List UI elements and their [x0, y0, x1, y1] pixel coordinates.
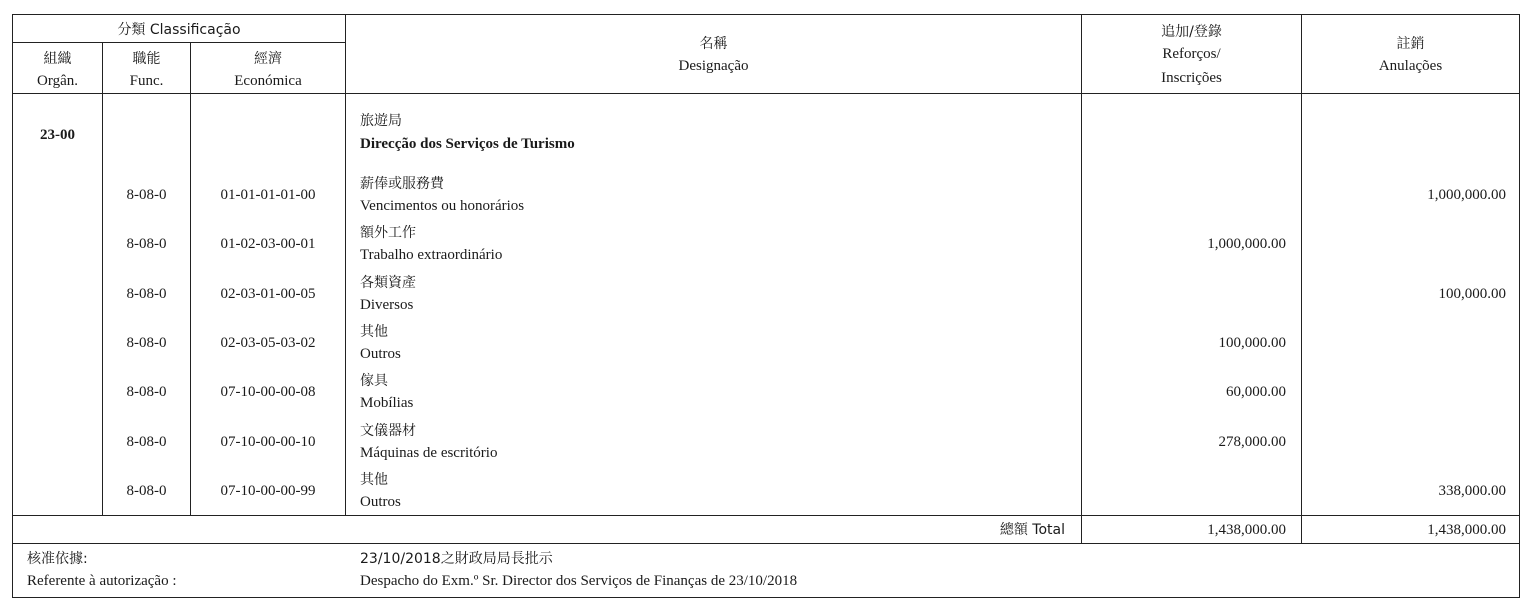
anulacoes-header-pt: Anulações: [1378, 58, 1443, 74]
border-left: [12, 14, 13, 598]
row-reforcos: 278,000.00: [1218, 434, 1286, 450]
footer-value-pt: Despacho do Exm.º Sr. Director dos Serviços de Finanças de 23/10/2018: [360, 573, 798, 589]
designacao-header-pt: Designação: [678, 58, 749, 74]
col-rule-desig: [1081, 14, 1082, 544]
row-name-pt: Diversos: [360, 297, 414, 313]
row-name-zh: 文儀器材: [360, 423, 416, 439]
row-reforcos: 60,000.00: [1226, 384, 1286, 400]
row-func: 8-08-0: [126, 187, 167, 203]
func-header-pt: Func.: [129, 73, 164, 89]
row-name-pt: Outros: [360, 346, 401, 362]
entity-name-pt: Direcção dos Serviços de Turismo: [360, 136, 575, 152]
footer-value-zh: 23/10/2018之財政局局長批示: [360, 551, 553, 567]
row-name-pt: Mobílias: [360, 395, 414, 411]
row-name-pt: Máquinas de escritório: [360, 445, 498, 461]
row-func: 8-08-0: [126, 236, 167, 252]
row-name-zh: 傢具: [360, 373, 388, 389]
econ-header-pt: Económica: [234, 73, 302, 89]
total-label: 總額 Total: [999, 522, 1065, 538]
row-econ: 07-10-00-00-99: [220, 483, 316, 499]
func-header-zh: 職能: [132, 51, 161, 67]
reforcos-header-zh: 追加/登錄: [1161, 24, 1222, 40]
border-bottom: [12, 597, 1520, 598]
row-reforcos: 1,000,000.00: [1207, 236, 1286, 252]
row-func: 8-08-0: [126, 335, 167, 351]
reforcos-header-pt2: Inscrições: [1161, 70, 1222, 86]
header-rule: [12, 93, 1520, 94]
row-reforcos: 100,000.00: [1218, 335, 1286, 351]
row-name-zh: 其他: [360, 472, 388, 488]
row-func: 8-08-0: [126, 483, 167, 499]
border-top: [12, 14, 1520, 15]
row-anulacoes: 1,000,000.00: [1427, 187, 1506, 203]
col-rule-reforcos: [1301, 14, 1302, 544]
row-name-pt: Outros: [360, 494, 401, 510]
classif-rule: [12, 42, 346, 43]
econ-header-zh: 經濟: [254, 51, 282, 67]
row-func: 8-08-0: [126, 286, 167, 302]
row-name-pt: Trabalho extraordinário: [360, 247, 503, 263]
total-end-rule: [12, 543, 1520, 544]
designacao-header-zh: 名稱: [699, 36, 728, 52]
total-reforcos: 1,438,000.00: [1207, 522, 1286, 538]
classificacao-header: 分類 Classificação: [117, 22, 241, 38]
total-anulacoes: 1,438,000.00: [1427, 522, 1506, 538]
reforcos-header-pt1: Reforços/: [1162, 46, 1221, 62]
row-name-zh: 薪俸或服務費: [360, 176, 444, 192]
row-name-zh: 額外工作: [360, 225, 416, 241]
row-econ: 07-10-00-00-08: [220, 384, 316, 400]
row-name-zh: 各類資產: [360, 275, 416, 291]
row-econ: 02-03-05-03-02: [220, 335, 316, 351]
col-rule-econ: [345, 14, 346, 516]
row-econ: 07-10-00-00-10: [220, 434, 316, 450]
anulacoes-header-zh: 註銷: [1396, 36, 1425, 52]
row-anulacoes: 100,000.00: [1438, 286, 1506, 302]
border-right: [1519, 14, 1520, 598]
row-econ: 01-01-01-01-00: [220, 187, 316, 203]
row-func: 8-08-0: [126, 434, 167, 450]
row-name-pt: Vencimentos ou honorários: [360, 198, 525, 214]
entity-name-zh: 旅遊局: [360, 113, 402, 129]
body-end-rule: [12, 515, 1520, 516]
organ-header-pt: Orgân.: [37, 73, 78, 89]
row-econ: 02-03-01-00-05: [220, 286, 316, 302]
row-func: 8-08-0: [126, 384, 167, 400]
footer-label-zh: 核准依據:: [27, 551, 88, 567]
footer-label-pt: Referente à autorização :: [27, 573, 177, 589]
row-econ: 01-02-03-00-01: [220, 236, 316, 252]
organ-header-zh: 組織: [43, 51, 72, 67]
row-name-zh: 其他: [360, 324, 388, 340]
organ-code: 23-00: [40, 127, 75, 143]
row-anulacoes: 338,000.00: [1438, 483, 1506, 499]
